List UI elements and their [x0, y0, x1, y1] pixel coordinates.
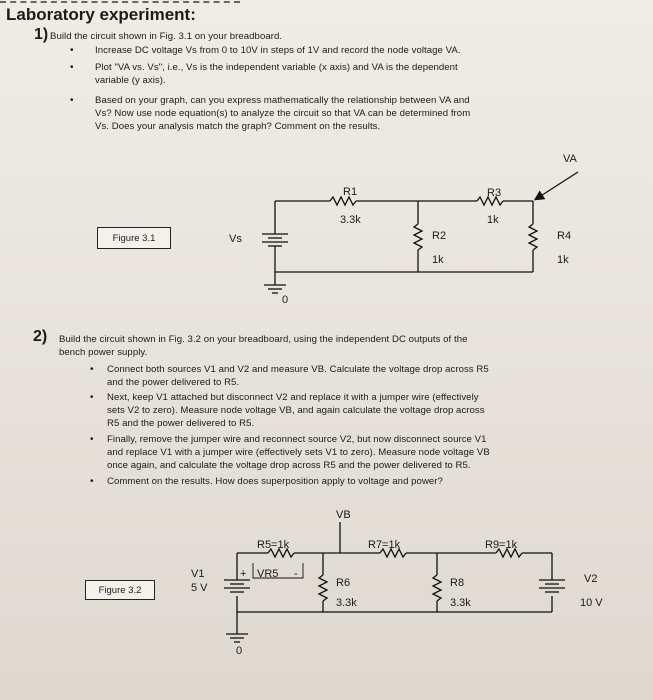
- s2-intro-line2: bench power supply.: [59, 347, 148, 358]
- r9-label: R9=1k: [485, 539, 518, 551]
- s2-b3-line2: and replace V1 with a jumper wire (effectively sets V1 to zero). Measure node voltage VB: [107, 447, 490, 458]
- s1-b2-line1: Plot "VA vs. Vs", i.e., Vs is the independent variable (x axis) and VA is the dependent: [95, 62, 458, 73]
- vb-node-label: VB: [336, 509, 351, 521]
- ground1-label: 0: [282, 294, 289, 306]
- dc-source-v1-icon: [224, 580, 250, 592]
- r6-name: R6: [336, 577, 351, 589]
- bullet-marker: •: [70, 62, 74, 73]
- r4-name: R4: [557, 230, 572, 242]
- section1-intro: Build the circuit shown in Fig. 3.1 on your breadboard.: [50, 31, 283, 42]
- r6-value: 3.3k: [336, 597, 357, 609]
- r3-name: R3: [487, 187, 502, 199]
- va-node-label: VA: [563, 153, 577, 165]
- v1-value: 5 V: [191, 582, 208, 594]
- r3-value: 1k: [487, 214, 499, 226]
- bullet-marker: •: [70, 45, 74, 56]
- s2-b1-line2: and the power delivered to R5.: [107, 377, 240, 388]
- s2-b1-line1: Connect both sources V1 and V2 and measure VB. Calculate the voltage drop across R5: [107, 364, 489, 375]
- r2-value: 1k: [432, 254, 444, 266]
- s2-b2-line1: Next, keep V1 attached but disconnect V2 and replace it with a jumper wire (effectively: [107, 392, 479, 403]
- va-probe-arrow-icon: [536, 172, 578, 199]
- bullet-marker: •: [70, 95, 74, 106]
- s2-b2-line3: R5 and the power delivered to R5.: [107, 418, 255, 429]
- s2-b4-line1: Comment on the results. How does superposition apply to voltage and power?: [107, 476, 443, 487]
- s1-b3-line1: Based on your graph, can you express mathematically the relationship between VA and: [95, 95, 470, 106]
- s1-b3-line2: Vs? Now use node equation(s) to analyze the circuit so that VA can be determined from: [95, 108, 471, 119]
- r2-name: R2: [432, 230, 447, 242]
- section1-number: 1): [34, 26, 49, 43]
- bullet-marker: •: [90, 364, 94, 375]
- ground2-label: 0: [236, 645, 243, 657]
- figure2-caption: Figure 3.2: [85, 580, 155, 600]
- ground1-icon: [264, 285, 286, 293]
- r1-value: 3.3k: [340, 214, 361, 226]
- r8-name: R8: [450, 577, 465, 589]
- s1-b3-line3: Vs. Does your analysis match the graph? Comment on the results.: [95, 121, 381, 132]
- s2-b2-line2: sets V2 to zero). Measure node voltage VB, and again calculate the voltage drop across: [107, 405, 485, 416]
- figure1-caption: Figure 3.1: [97, 227, 171, 249]
- bullet-marker: •: [90, 392, 94, 403]
- s1-b2-line2: variable (y axis).: [95, 75, 166, 86]
- figure1-circuit: [262, 172, 578, 293]
- r8-value: 3.3k: [450, 597, 471, 609]
- r7-label: R7=1k: [368, 539, 401, 551]
- vs-label: Vs: [229, 233, 242, 245]
- v1-name: V1: [191, 568, 205, 580]
- r1-name: R1: [343, 186, 358, 198]
- s2-b3-line3: once again, and calculate the voltage drop across R5 and the power delivered to R5.: [107, 460, 471, 471]
- dc-source-v2-icon: [539, 580, 565, 592]
- s2-b3-line1: Finally, remove the jumper wire and reconnect source V2, but now disconnect source V1: [107, 434, 487, 445]
- vr5-minus: -: [294, 568, 298, 580]
- vr5-label: VR5: [257, 568, 279, 580]
- vr5-measure-bracket: [253, 563, 303, 578]
- r5-label: R5=1k: [257, 539, 290, 551]
- section2-number: 2): [33, 328, 48, 345]
- s2-intro-line1: Build the circuit shown in Fig. 3.2 on your breadboard, using the independent DC outputs of the: [59, 334, 468, 345]
- figure2-circuit: [224, 522, 565, 642]
- ground2-icon: [226, 634, 248, 642]
- bullet-marker: •: [90, 434, 94, 445]
- dc-source-vs-icon: [262, 234, 288, 246]
- vr5-plus: +: [240, 568, 247, 580]
- bullet-marker: •: [90, 476, 94, 487]
- v2-name: V2: [584, 573, 598, 585]
- v2-value: 10 V: [580, 597, 603, 609]
- page-title: Laboratory experiment:: [6, 5, 196, 24]
- r4-value: 1k: [557, 254, 569, 266]
- s1-b1-line1: Increase DC voltage Vs from 0 to 10V in steps of 1V and record the node voltage VA.: [95, 45, 461, 56]
